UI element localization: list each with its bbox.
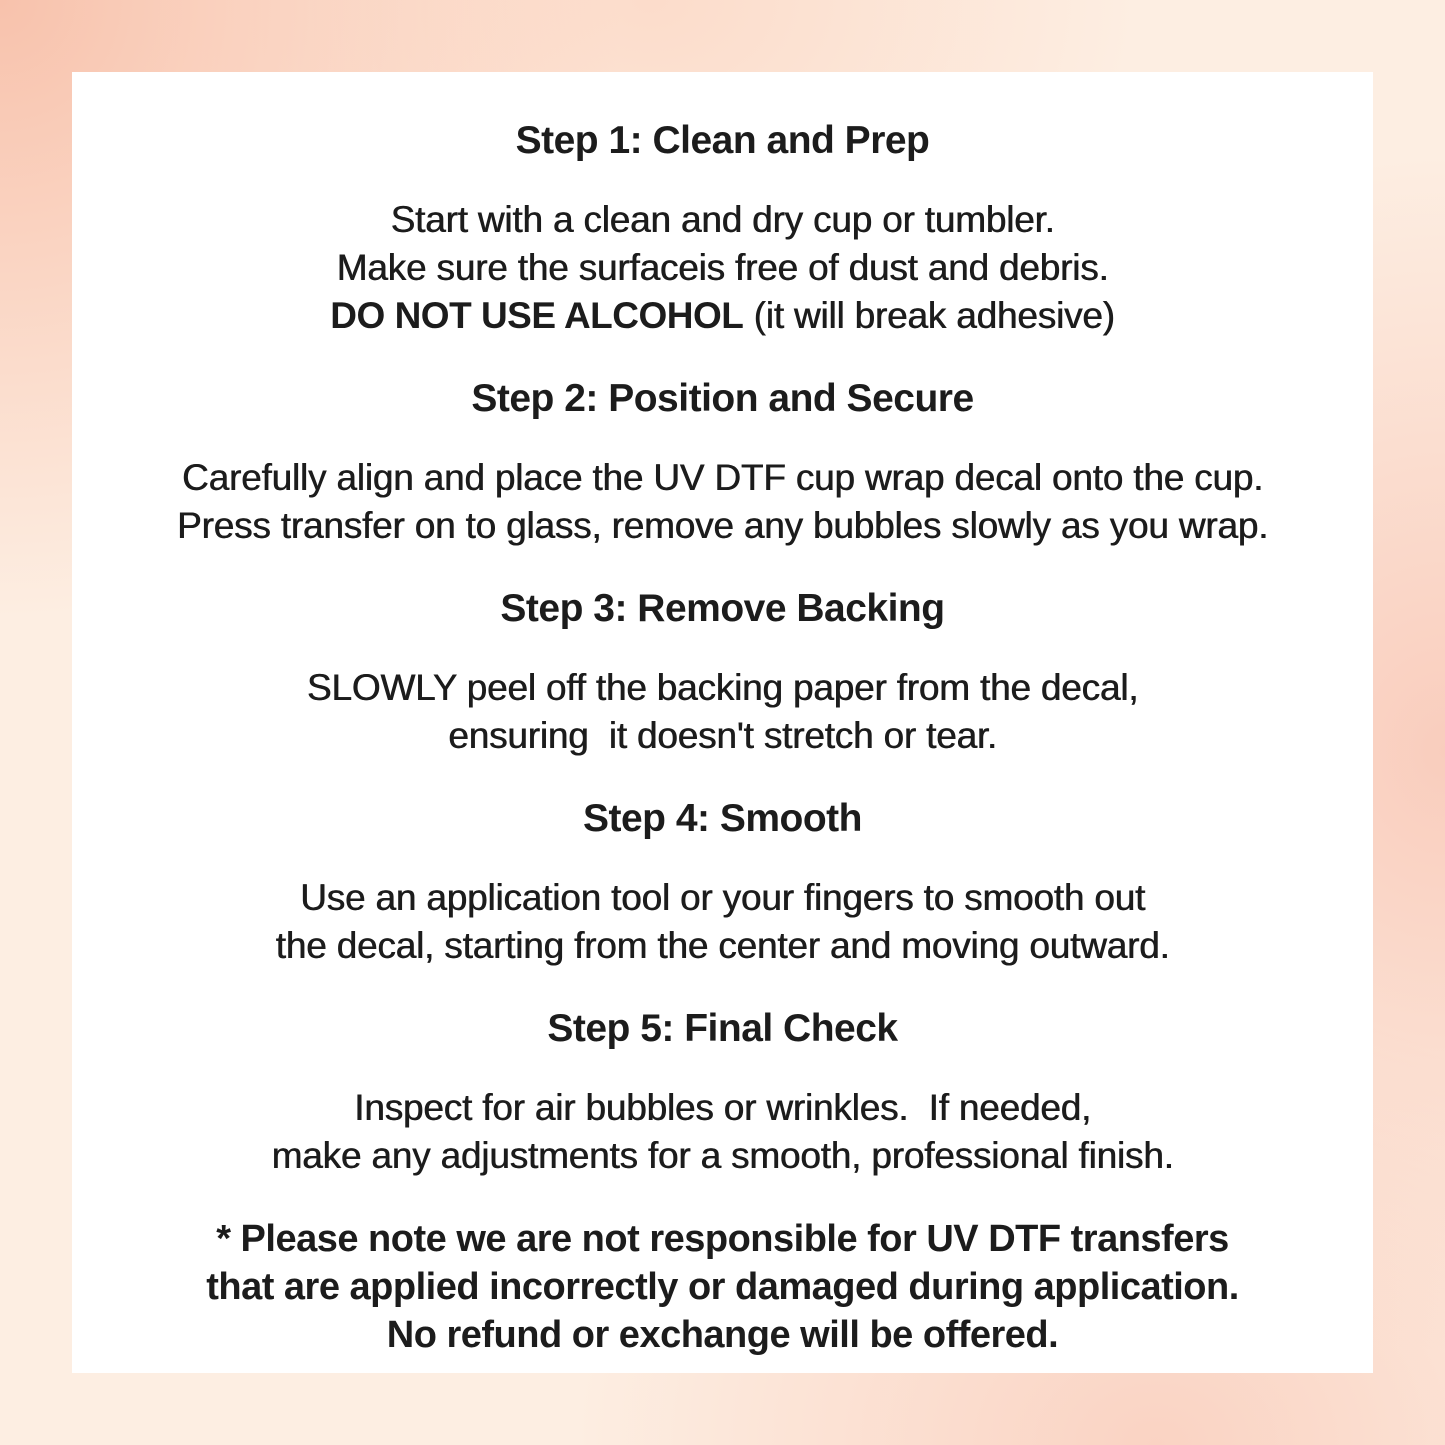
instruction-line xyxy=(72,1132,1373,1180)
step-lines xyxy=(72,1084,1373,1180)
step-heading: Step 4: Smooth xyxy=(582,797,862,840)
step-heading: Step 3: Remove Backing xyxy=(500,587,945,630)
instruction-line-text: ensuring it doesn't stretch or tear. xyxy=(448,715,997,756)
instruction-step-section xyxy=(72,1005,1373,1180)
instruction-line-text: SLOWLY peel off the backing paper from the decal, xyxy=(306,667,1139,708)
step-lines xyxy=(72,874,1373,970)
step-lines xyxy=(72,664,1373,760)
instruction-line-text: Carefully align and place the UV DTF cup wrap decal onto the cup. xyxy=(181,457,1264,498)
instructions-sections xyxy=(72,117,1373,1180)
instruction-line-text: the decal, starting from the center and moving outward. xyxy=(275,925,1170,966)
step-heading: Step 5: Final Check xyxy=(547,1007,898,1050)
disclaimer-line: * Please note we are not responsible for UV DTF transfers xyxy=(216,1218,1229,1260)
instruction-line-text: make any adjustments for a smooth, professional finish. xyxy=(271,1135,1174,1176)
instruction-line xyxy=(72,292,1373,340)
instruction-line-text: Press transfer on to glass, remove any bubbles slowly as you wrap. xyxy=(176,505,1269,546)
instruction-line-text: Start with a clean and dry cup or tumbler. xyxy=(390,199,1055,240)
instruction-line-text: Make sure the surfaceis free of dust and debris. xyxy=(336,247,1109,288)
instruction-line-bold: DO NOT USE ALCOHOL xyxy=(330,295,744,336)
instruction-line xyxy=(72,454,1373,502)
instruction-line xyxy=(72,1084,1373,1132)
step-lines xyxy=(72,454,1373,550)
instruction-step-section xyxy=(72,795,1373,970)
step-lines xyxy=(72,196,1373,340)
instruction-line xyxy=(72,196,1373,244)
disclaimer-line: that are applied incorrectly or damaged during application. xyxy=(206,1266,1239,1308)
instruction-card xyxy=(72,72,1373,1373)
instruction-line xyxy=(72,664,1373,712)
instruction-line-text: Inspect for air bubbles or wrinkles. If needed, xyxy=(354,1087,1091,1128)
instruction-step-section xyxy=(72,585,1373,760)
disclaimer-note xyxy=(72,1215,1373,1359)
disclaimer-line: No refund or exchange will be offered. xyxy=(386,1314,1059,1356)
instruction-line-text: Use an application tool or your fingers to smooth out xyxy=(300,877,1145,918)
instruction-line xyxy=(72,712,1373,760)
instruction-line xyxy=(72,244,1373,292)
instruction-line xyxy=(72,502,1373,550)
instruction-line xyxy=(72,922,1373,970)
instruction-line-text: (it will break adhesive) xyxy=(743,295,1115,336)
step-heading: Step 1: Clean and Prep xyxy=(515,119,930,162)
step-heading: Step 2: Position and Secure xyxy=(471,377,974,420)
instruction-step-section xyxy=(72,375,1373,550)
instruction-step-section xyxy=(72,117,1373,340)
instruction-line xyxy=(72,874,1373,922)
